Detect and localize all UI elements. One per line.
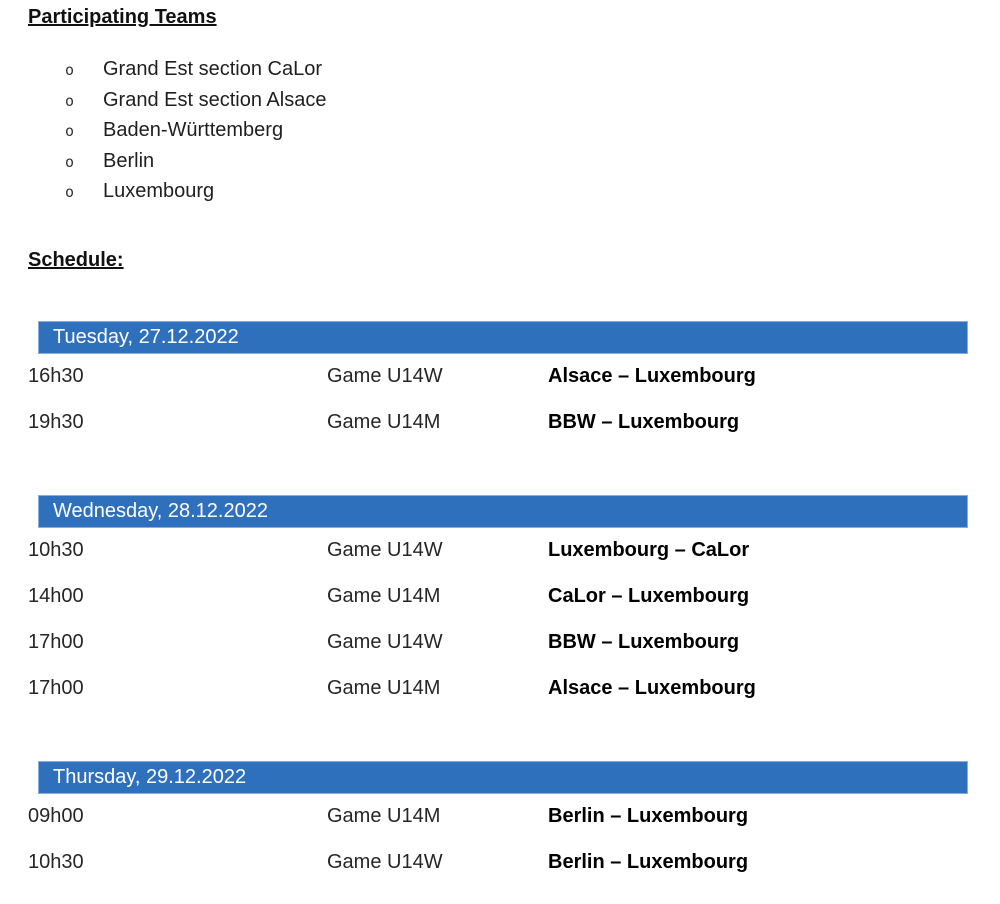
team-item — [0, 179, 1000, 210]
team-name: Grand Est section CaLor — [103, 58, 322, 80]
team-item — [0, 118, 1000, 149]
game-category: Game U14M — [327, 410, 441, 433]
game-matchup: CaLor – Luxembourg — [548, 584, 750, 607]
day-section-wednesday — [0, 495, 1000, 712]
day-header-bar: Thursday, 29.12.2022 — [38, 761, 968, 794]
circle-bullet-icon: o — [65, 183, 75, 202]
game-time: 14h00 — [28, 584, 84, 607]
game-matchup: Alsace – Luxembourg — [548, 676, 756, 699]
team-name: Luxembourg — [103, 180, 215, 203]
game-time: 16h30 — [28, 364, 84, 387]
game-matchup: Luxembourg – CaLor — [548, 538, 750, 561]
game-time: 10h30 — [28, 538, 84, 561]
game-category: Game U14M — [327, 584, 441, 607]
schedule-heading: Schedule: — [28, 248, 124, 271]
game-row — [0, 666, 1000, 712]
game-matchup: Berlin – Luxembourg — [548, 804, 749, 827]
game-time: 17h00 — [28, 630, 84, 653]
game-row — [0, 574, 1000, 620]
game-row — [0, 354, 1000, 400]
game-time: 09h00 — [28, 804, 84, 827]
circle-bullet-icon: o — [65, 152, 75, 171]
game-matchup: BBW – Luxembourg — [548, 410, 740, 433]
game-matchup: Berlin – Luxembourg — [548, 850, 749, 873]
team-item — [0, 149, 1000, 180]
game-category: Game U14W — [327, 850, 443, 873]
team-list — [0, 57, 1000, 210]
game-row — [0, 400, 1000, 446]
team-item — [0, 88, 1000, 119]
game-row — [0, 528, 1000, 574]
game-row — [0, 794, 1000, 840]
circle-bullet-icon: o — [65, 91, 75, 110]
game-matchup: BBW – Luxembourg — [548, 630, 740, 653]
game-matchup: Alsace – Luxembourg — [548, 364, 756, 387]
team-name: Baden-Württemberg — [103, 119, 284, 142]
circle-bullet-icon: o — [65, 122, 75, 141]
game-row — [0, 620, 1000, 666]
game-category: Game U14M — [327, 804, 441, 827]
game-time: 17h00 — [28, 676, 84, 699]
teams-heading: Participating Teams — [28, 6, 217, 28]
day-section-thursday — [0, 761, 1000, 886]
circle-bullet-icon: o — [65, 61, 75, 79]
day-header-bar: Wednesday, 28.12.2022 — [38, 495, 968, 528]
game-row — [0, 840, 1000, 886]
game-category: Game U14W — [327, 364, 443, 387]
day-section-tuesday — [0, 321, 1000, 446]
game-category: Game U14M — [327, 676, 441, 699]
game-category: Game U14W — [327, 630, 443, 653]
game-category: Game U14W — [327, 538, 443, 561]
team-name: Berlin — [103, 149, 155, 172]
game-time: 19h30 — [28, 410, 84, 433]
game-time: 10h30 — [28, 850, 84, 873]
team-name: Grand Est section Alsace — [103, 88, 327, 111]
team-item — [0, 57, 1000, 88]
day-header-bar: Tuesday, 27.12.2022 — [38, 321, 968, 354]
